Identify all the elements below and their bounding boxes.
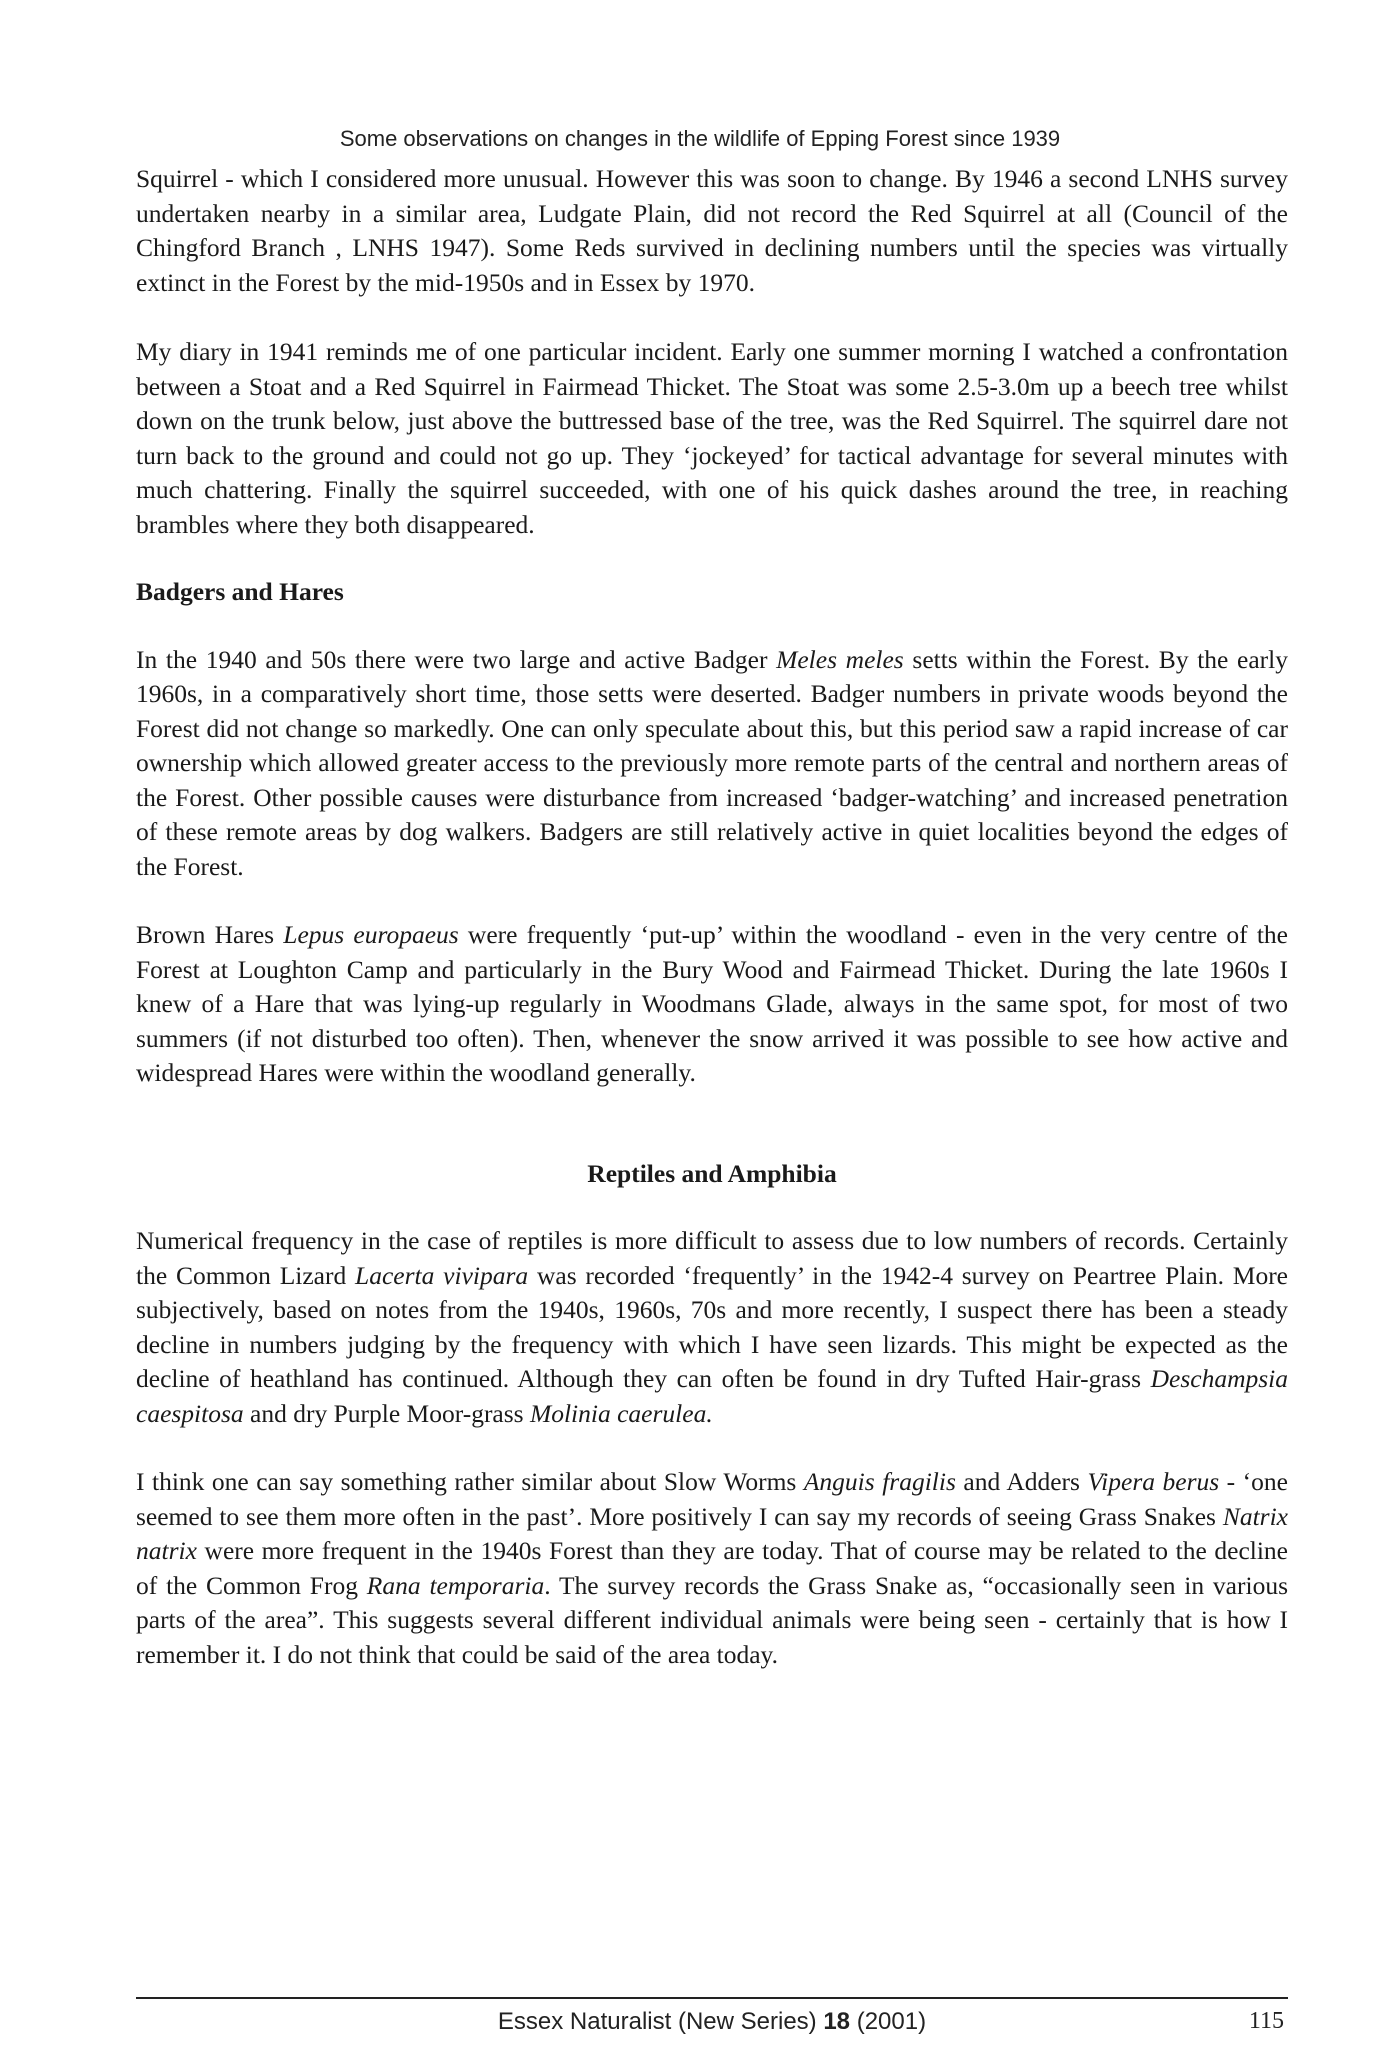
paragraph-hares: Brown Hares Lepus europaeus were frequently ‘put-up’ within the woodland - even in the very centre of the Forest at Loughton Camp and particularly in the Bury Wood and Fairmead Thicket. During the late 1960s I knew of a Hare that was lying-up regularly in Woodmans Glade, always in the same spot, for most of two summers (if not disturbed too often). Then, whenever the snow arrived it was possible to see how active and widespread Hares were within the woodland generally. [136, 920, 1288, 1087]
page-number: 115 [1248, 2008, 1284, 2034]
species-name: Meles meles [776, 644, 904, 674]
footer-journal-title: Essex Naturalist (New Series) 18 (2001) [497, 2008, 927, 2035]
paragraph-red-squirrel-decline: Squirrel - which I considered more unusual. However this was soon to change. By 1946 a second LNHS survey undertaken nearby in a similar area, Ludgate Plain, did not record the Red Squirrel at all (Council of the Chingford Branch , LNHS 1947). Some Reds survived in declining numbers until the species was virtually extinct in the Forest by the mid-1950s and in Essex by 1970. [136, 164, 1288, 297]
species-name: Anguis fragilis [803, 1467, 956, 1496]
paragraph-lizards: Numerical frequency in the case of reptiles is more difficult to assess due to low numbers of records. Certainly the Common Lizard Lacerta vivipara was recorded ‘frequently’ in the 1942-4 survey on Peartree Plain. More subjectively, based on notes from the 1940s, 1960s, 70s and more recently, I suspect there has been a steady decline in numbers judging by the frequency with which I have seen lizards. This might be expected as the decline of heathland has continued. Although they can often be found in dry Tufted Hair-grass Deschampsia caespitosa and dry Purple Moor-grass Molinia caerulea. [136, 1226, 1289, 1428]
running-header: Some observations on changes in the wildlife of Epping Forest since 1939 [339, 126, 1061, 151]
species-name: Vipera berus [1087, 1467, 1220, 1496]
paragraph-snakes: I think one can say something rather similar about Slow Worms Anguis fragilis and Adders Vipera berus - ‘one seemed to see them more often in the past’. More positively I can say my records of seeing Grass Snakes Natrix natrix were more frequent in the 1940s Forest than they are today. That of course may be related to the decline of the Common Frog Rana temporaria. The survey records the Grass Snake as, “occasionally seen in various parts of the area”. This suggests several different individual animals were being seen - certainly that is how I remember it. I do not think that could be said of the area today. [136, 1467, 1288, 1669]
species-name: Deschampsia caespitosa [136, 1364, 1288, 1428]
heading-badgers-and-hares: Badgers and Hares [136, 577, 344, 606]
species-name: Rana temporaria [366, 1570, 545, 1600]
species-name: Lacerta vivipara [355, 1260, 529, 1290]
page-footer [136, 2008, 1288, 2042]
footer-volume: 18 [823, 2008, 851, 2035]
species-name: Natrix natrix [136, 1501, 1288, 1565]
article-body [136, 162, 1288, 1672]
heading-reptiles-and-amphibia: Reptiles and Amphibia [587, 1158, 837, 1188]
footer-rule [136, 1997, 1288, 1999]
paragraph-stoat-incident: My diary in 1941 reminds me of one particular incident. Early one summer morning I watched a confrontation between a Stoat and a Red Squirrel in Fairmead Thicket. The Stoat was some 2.5-3.0m up a beech tree whilst down on the trunk below, just above the buttressed base of the tree, was the Red Squirrel. The squirrel dare not turn back to the ground and could not go up. They ‘jockeyed’ for tactical advantage for several minutes with much chattering. Finally the squirrel succeeded, with one of his quick dashes around the tree, in reaching brambles where they both disappeared. [136, 337, 1288, 539]
species-name: Molinia caerulea. [529, 1398, 713, 1428]
species-name: Lepus europaeus [283, 920, 459, 949]
paragraph-badgers: In the 1940 and 50s there were two large and active Badger Meles meles setts within the Forest. By the early 1960s, in a comparatively short time, those setts were deserted. Badger numbers in private woods beyond the Forest did not change so markedly. One can only speculate about this, but this period saw a rapid increase of car ownership which allowed greater access to the previously more remote parts of the central and northern areas of the Forest. Other possible causes were disturbance from increased ‘badger-watching’ and increased penetration of these remote areas by dog walkers. Badgers are still relatively active in quiet localities beyond the edges of the Forest. [136, 644, 1288, 881]
